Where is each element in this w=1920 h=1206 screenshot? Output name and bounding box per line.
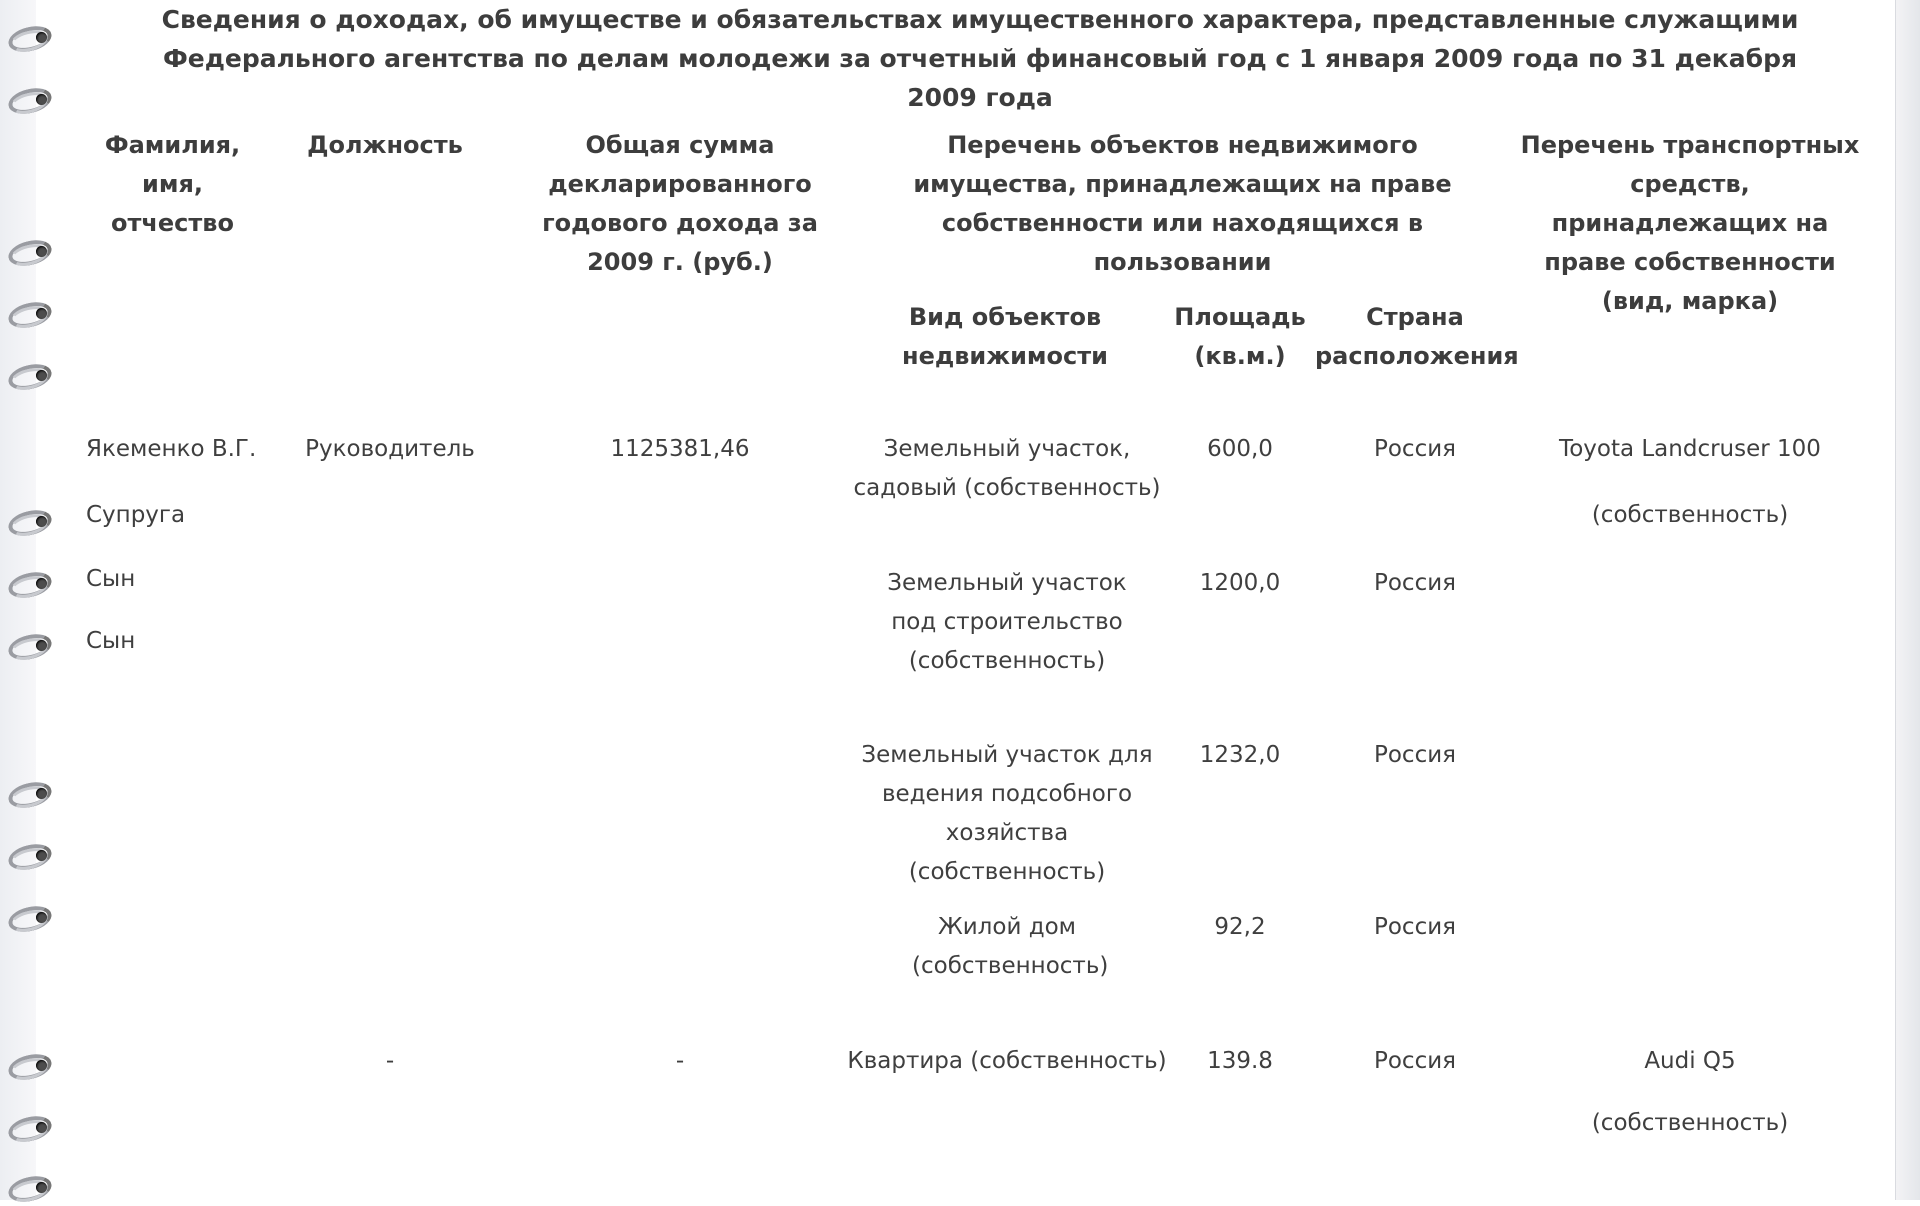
- property-country: Россия: [1373, 570, 1457, 596]
- binder-ring-icon: [6, 1174, 52, 1200]
- property-area: 92,2: [1214, 914, 1266, 940]
- binder-ring-icon: [6, 842, 52, 868]
- binder-ring-icon: [6, 632, 52, 658]
- property-type: Жилой дом (собственность): [912, 914, 1109, 979]
- header-area: Площадь (кв.м.): [1174, 303, 1306, 370]
- person-name: Супруга: [86, 502, 186, 528]
- vehicle-ownership: (собственность): [1591, 1110, 1789, 1136]
- property-type: Земельный участок для ведения подсобного хозяйства (собственность): [861, 742, 1153, 885]
- vehicle-model: Toyota Landcruser 100: [1559, 436, 1821, 462]
- header-position: Должность: [307, 131, 463, 159]
- header-income: Общая сумма декларированного годового дохода за 2009 г. (руб.): [542, 131, 818, 276]
- property-country: Россия: [1373, 914, 1457, 940]
- binder-ring-icon: [6, 1114, 52, 1140]
- property-area: 1200,0: [1199, 570, 1281, 596]
- property-country: Россия: [1373, 436, 1457, 462]
- income-value: 1125381,46: [610, 436, 750, 462]
- binder-ring-icon: [6, 570, 52, 596]
- person-name: Сын: [86, 566, 136, 592]
- property-country: Россия: [1373, 742, 1457, 768]
- vehicle-model: Audi Q5: [1644, 1048, 1736, 1074]
- header-property: Перечень объектов недвижимого имущества, принадлежащих на праве собственности или находящихся в пользовании: [913, 131, 1452, 276]
- property-country: Россия: [1373, 1048, 1457, 1074]
- income-value: -: [675, 1048, 685, 1074]
- property-type: Квартира (собственность): [847, 1048, 1167, 1074]
- property-area: 1232,0: [1199, 742, 1281, 768]
- binder-ring-icon: [6, 362, 52, 388]
- position-value: -: [385, 1048, 395, 1074]
- position-value: Руководитель: [305, 436, 475, 462]
- vehicle-ownership: (собственность): [1591, 502, 1789, 528]
- binder-ring-icon: [6, 780, 52, 806]
- person-name: Якеменко В.Г.: [86, 436, 257, 462]
- binder-ring-icon: [6, 904, 52, 930]
- notebook-left-margin: [0, 0, 36, 1200]
- scrollbar-track[interactable]: [1895, 0, 1920, 1200]
- header-country: Страна расположения: [1315, 303, 1519, 370]
- property-area: 600,0: [1207, 436, 1273, 462]
- binder-ring-icon: [6, 24, 52, 50]
- binder-ring-icon: [6, 238, 52, 264]
- property-type: Земельный участок под строительство (собственность): [887, 570, 1127, 674]
- header-name: Фамилия, имя, отчество: [104, 131, 241, 237]
- header-property-type: Вид объектов недвижимости: [901, 303, 1108, 370]
- binder-ring-icon: [6, 86, 52, 112]
- person-name: Сын: [86, 628, 136, 654]
- binder-ring-icon: [6, 1052, 52, 1078]
- document-title: Сведения о доходах, об имуществе и обязательствах имущественного характера, представленные служащими Федерального агентства по делам молодежи за отчетный финансовый год с 1 января 2009 года по 31 декабря 2009 года: [161, 5, 1799, 112]
- binder-ring-icon: [6, 508, 52, 534]
- property-type: Земельный участок, садовый (собственность): [853, 436, 1161, 501]
- property-area: 139.8: [1207, 1048, 1273, 1074]
- binder-ring-icon: [6, 300, 52, 326]
- header-transport: Перечень транспортных средств, принадлежащих на праве собственности (вид, марка): [1520, 131, 1860, 315]
